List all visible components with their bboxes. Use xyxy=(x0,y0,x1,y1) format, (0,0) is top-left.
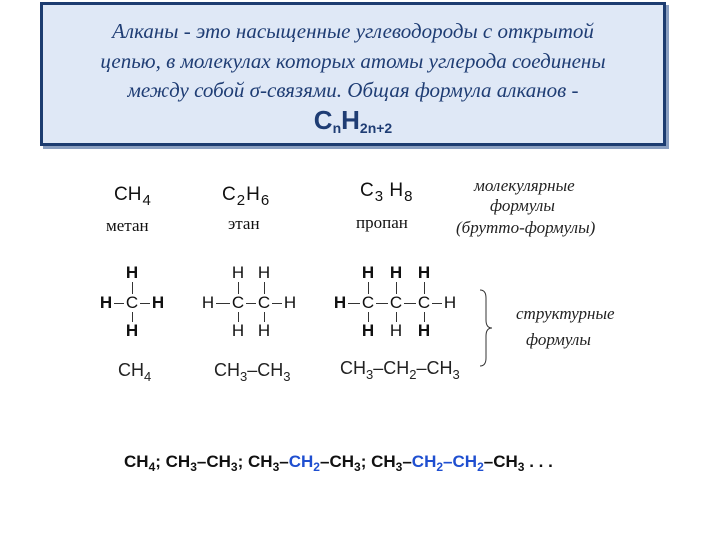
atom-h: H xyxy=(389,263,403,282)
methane-condensed-formula: $CH_4$ xyxy=(118,360,152,384)
bond xyxy=(404,303,416,304)
atom-h: H xyxy=(361,263,375,282)
atom-h: H xyxy=(361,321,375,340)
atom-h: H xyxy=(201,293,215,312)
definition-line-2: цепью, в молекулах которых атомы углерода соединены xyxy=(100,49,606,73)
atom-h: H xyxy=(231,263,245,282)
atom-c: C xyxy=(389,293,403,312)
ethane-condensed-formula: $CH_3-CH_3$ xyxy=(214,360,291,384)
propane-molecular-formula: $C_3$ $H_8$ xyxy=(360,180,413,205)
atom-h: H xyxy=(125,263,139,282)
atom-h: H xyxy=(389,321,403,340)
definition-line-3: между собой σ-связями. Общая формула алканов - xyxy=(127,78,579,102)
definition-line-1: Алканы - это насыщенные углеводороды с открытой xyxy=(112,19,594,43)
atom-h: H xyxy=(257,321,271,340)
homologous-series: $CH_4$; $CH_3-CH_3$; $CH_3-CH_2-CH_3$; $CH_3-CH_2-CH_2-CH_3$ . . . xyxy=(124,452,553,474)
atom-h: H xyxy=(417,263,431,282)
bond xyxy=(216,303,230,304)
methane-molecular-formula: $CH_4$ xyxy=(114,184,151,209)
atom-c: C xyxy=(257,293,271,312)
atom-h: H xyxy=(333,293,347,312)
bond xyxy=(114,303,124,304)
atom-h: H xyxy=(283,293,297,312)
bond xyxy=(272,303,282,304)
general-formula: $C_nH_{2n+2}$ xyxy=(313,105,393,136)
bond xyxy=(140,303,150,304)
atom-c: C xyxy=(361,293,375,312)
bond xyxy=(432,303,442,304)
note-molecular-line-1: молекулярные xyxy=(474,176,575,195)
definition-box xyxy=(40,2,666,146)
propane-name: пропан xyxy=(356,213,408,232)
bond xyxy=(376,303,388,304)
atom-h: H xyxy=(99,293,113,312)
bond xyxy=(348,303,360,304)
bond xyxy=(246,303,256,304)
atom-h: H xyxy=(443,293,457,312)
atom-c: C xyxy=(231,293,245,312)
atom-h: H xyxy=(417,321,431,340)
bracket-icon xyxy=(478,288,494,368)
propane-condensed-formula: $CH_3-CH_2-CH_3$ xyxy=(340,358,460,382)
atom-h: H xyxy=(125,321,139,340)
atom-c: C xyxy=(417,293,431,312)
note-molecular-line-2: формулы xyxy=(490,196,555,215)
note-molecular-line-3: (брутто-формулы) xyxy=(456,218,596,237)
atom-h: H xyxy=(231,321,245,340)
methane-name: метан xyxy=(106,216,149,235)
atom-h: H xyxy=(151,293,165,312)
atom-c: C xyxy=(125,293,139,312)
atom-h: H xyxy=(257,263,271,282)
ethane-molecular-formula: $C_2H_6$ xyxy=(222,184,270,209)
note-structural-line-2: формулы xyxy=(526,330,591,349)
ethane-name: этан xyxy=(228,214,260,233)
note-structural-line-1: структурные xyxy=(516,304,615,323)
